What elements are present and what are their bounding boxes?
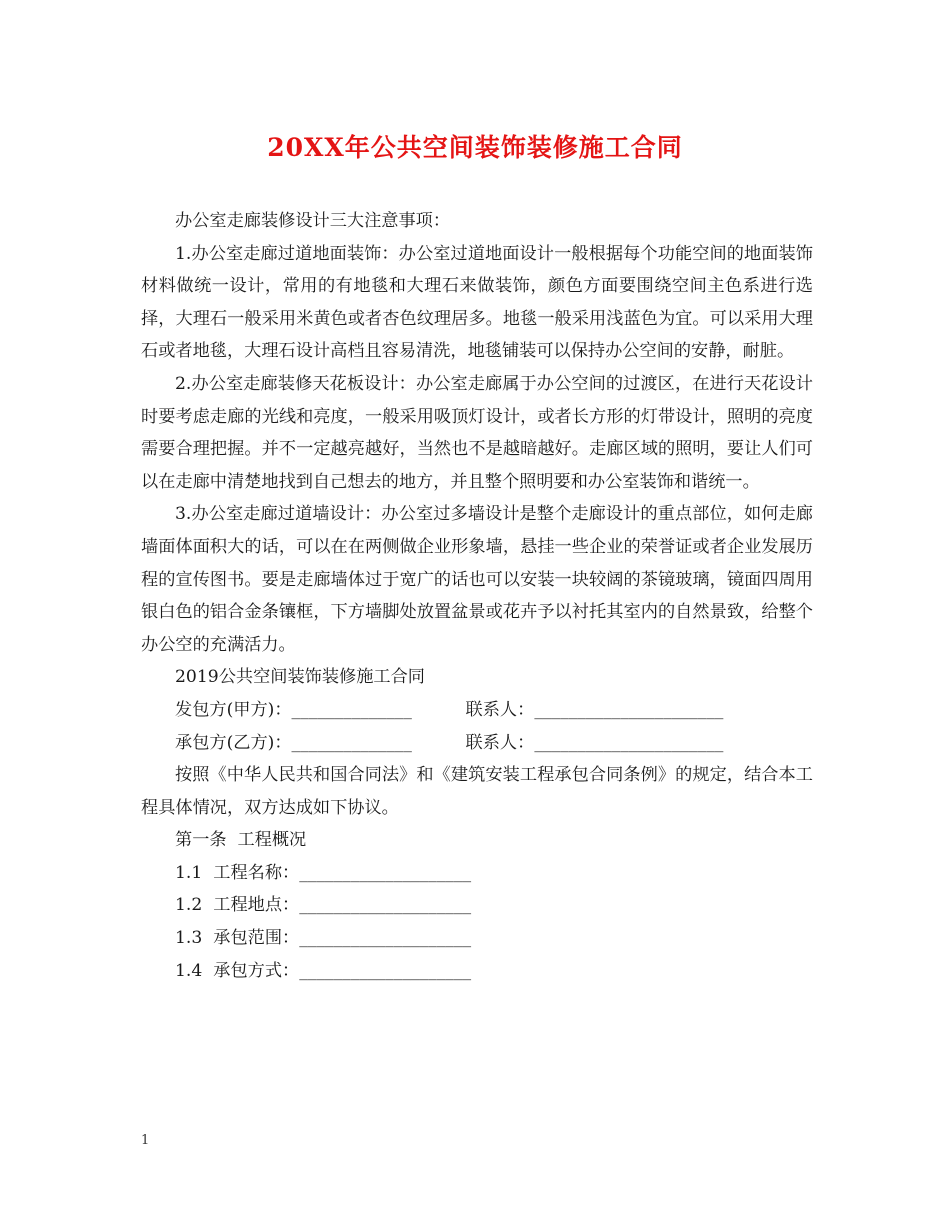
item-1-1-label: 1.1 工程名称： (175, 862, 300, 883)
party-b-contact-label: 联系人： (465, 732, 535, 753)
item-1-2-label: 1.2 工程地点： (175, 895, 300, 916)
party-b-contact-blank: ______________________ (534, 732, 724, 753)
article-item-1-2 (141, 889, 813, 922)
item-1-1-blank: ____________________ (299, 862, 472, 883)
party-a-label: 发包方(甲方)： (175, 699, 292, 720)
item-1-3-label: 1.3 承包范围： (175, 928, 300, 949)
article-item-1-1 (141, 857, 813, 890)
document-title: 20XX年公共空间装饰装修施工合同 (267, 133, 683, 162)
party-b-blank: ______________ (291, 732, 412, 753)
agreement-paragraph: 按照《中华人民共和国合同法》和《建筑安装工程承包合同条例》的规定，结合本工程具体情况，双方达成如下协议。 (141, 765, 813, 818)
party-row-a (141, 694, 813, 727)
page-number: 1 (141, 1133, 150, 1148)
article-item-1-3 (141, 922, 813, 955)
point-paragraph-2: 2.办公室走廊装修天花板设计：办公室走廊属于办公空间的过渡区，在进行天花设计时要考虑走廊的光线和亮度，一般采用吸顶灯设计，或者长方形的灯带设计，照明的亮度需要合理把握。并不一定越亮越好，当然也不是越暗越好。走廊区域的照明，要让人们可以在走廊中清楚地找到自己想去的地方，并且整个照明要和办公室装饰和谐统一。 (141, 373, 813, 492)
article-item-1-4 (141, 955, 813, 988)
item-1-2-blank: ____________________ (299, 895, 472, 916)
item-1-4-blank: ____________________ (299, 960, 472, 981)
party-b-label: 承包方(乙方)： (175, 732, 292, 753)
contract-heading: 2019公共空间装饰装修施工合同 (175, 667, 425, 688)
point-paragraph-3: 3.办公室走廊过道墙设计：办公室过多墙设计是整个走廊设计的重点部位，如何走廊墙面体面积大的话，可以在在两侧做企业形象墙，悬挂一些企业的荣誉证或者企业发展历程的宣传图书。要是走廊墙体过于宽广的话也可以安装一块较阔的茶镜玻璃，镜面四周用银白色的铝合金条镶框，下方墙脚处放置盆景或花卉予以衬托其室内的自然景致，给整个办公空的充满活力。 (141, 504, 813, 655)
party-a-contact-label: 联系人： (465, 699, 535, 720)
party-row-b (141, 727, 813, 760)
point-paragraph-1: 1.办公室走廊过道地面装饰：办公室过道地面设计一般根据每个功能空间的地面装饰材料做统一设计，常用的有地毯和大理石来做装饰，颜色方面要围绕空间主色系进行选择，大理石一般采用米黄色或者杏色纹理居多。地毯一般采用浅蓝色为宜。可以采用大理石或者地毯，大理石设计高档且容易清洗，地毯铺装可以保持办公空间的安静，耐脏。 (141, 243, 813, 362)
party-a-blank: ______________ (291, 699, 412, 720)
article-1-heading: 第一条 工程概况 (175, 830, 307, 851)
document-body (141, 205, 813, 987)
item-1-3-blank: ____________________ (299, 928, 472, 949)
intro-paragraph: 办公室走廊装修设计三大注意事项： (175, 211, 451, 231)
party-a-contact-blank: ______________________ (534, 699, 724, 720)
item-1-4-label: 1.4 承包方式： (175, 960, 300, 981)
